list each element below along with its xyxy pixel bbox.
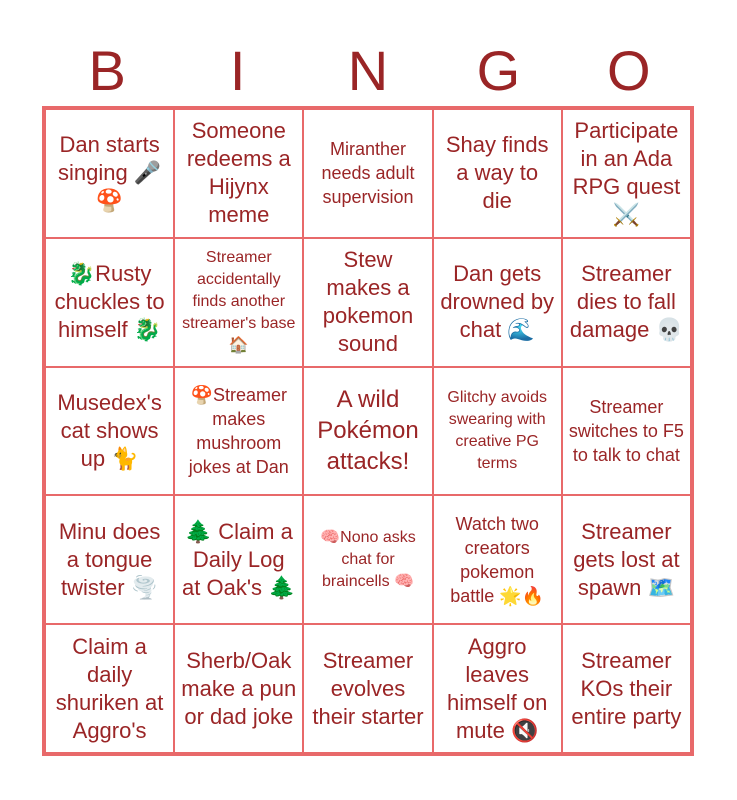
bingo-cell[interactable] bbox=[562, 238, 691, 367]
bingo-cell-text: Sherb/Oak make a pun or dad joke bbox=[181, 647, 297, 729]
bingo-cell-text: Streamer switches to F5 to talk to chat bbox=[568, 396, 684, 465]
bingo-cell[interactable] bbox=[433, 238, 562, 367]
bingo-cell[interactable] bbox=[433, 109, 562, 238]
bingo-cell[interactable] bbox=[562, 624, 691, 753]
bingo-cell-text: Minu does a tongue twister 🌪️ bbox=[58, 518, 161, 600]
bingo-cell[interactable] bbox=[45, 238, 174, 367]
bingo-cell-text: Streamer gets lost at spawn 🗺️ bbox=[573, 518, 680, 600]
bingo-cell[interactable] bbox=[433, 367, 562, 496]
header-letter-i: I bbox=[229, 39, 246, 102]
bingo-cell[interactable] bbox=[174, 624, 303, 753]
bingo-cell-text: Streamer dies to fall damage 💀 bbox=[569, 261, 683, 343]
bingo-board bbox=[42, 106, 694, 756]
bingo-cell[interactable] bbox=[45, 109, 174, 238]
bingo-cell-text: Claim a daily shuriken at Aggro's bbox=[55, 633, 164, 743]
header-letter-g: G bbox=[476, 39, 521, 102]
bingo-cell[interactable] bbox=[562, 109, 691, 238]
header-letter-o: O bbox=[607, 39, 651, 102]
bingo-cell[interactable] bbox=[174, 367, 303, 496]
bingo-cell-text: Dan gets drowned by chat 🌊 bbox=[440, 261, 555, 343]
bingo-cell-text: Aggro leaves himself on mute 🔇 bbox=[447, 633, 548, 743]
bingo-cell[interactable] bbox=[303, 367, 432, 496]
bingo-cell[interactable] bbox=[562, 367, 691, 496]
bingo-cell-text: Streamer accidentally finds another streamer's base 🏠 bbox=[182, 249, 296, 355]
bingo-cell-text: Streamer KOs their entire party bbox=[571, 647, 682, 729]
bingo-header bbox=[42, 40, 694, 102]
bingo-cell-text: Streamer evolves their starter bbox=[312, 647, 424, 729]
bingo-cell-text: Dan starts singing 🎤🍄 bbox=[57, 132, 162, 214]
bingo-cell-text: A wild Pokémon attacks! bbox=[317, 386, 419, 476]
bingo-cell[interactable] bbox=[174, 238, 303, 367]
bingo-cell[interactable] bbox=[303, 624, 432, 753]
bingo-cell[interactable] bbox=[303, 238, 432, 367]
bingo-cell[interactable] bbox=[45, 624, 174, 753]
bingo-cell-text: 🐉Rusty chuckles to himself 🐉 bbox=[54, 261, 165, 343]
bingo-cell-text: Glitchy avoids swearing with creative PG terms bbox=[447, 388, 547, 472]
bingo-cell[interactable] bbox=[433, 495, 562, 624]
bingo-cell[interactable] bbox=[303, 109, 432, 238]
bingo-cell-text: Shay finds a way to die bbox=[445, 132, 549, 214]
bingo-cell-text: 🧠Nono asks chat for braincells 🧠 bbox=[320, 528, 416, 590]
bingo-cell-text: Participate in an Ada RPG quest ⚔️ bbox=[572, 118, 681, 228]
bingo-cell[interactable] bbox=[303, 495, 432, 624]
bingo-cell-text: Watch two creators pokemon battle 🌟🔥 bbox=[450, 513, 545, 606]
bingo-cell-text: Musedex's cat shows up 🐈 bbox=[57, 389, 162, 471]
bingo-cell-text: 🍄Streamer makes mushroom jokes at Dan bbox=[188, 384, 289, 477]
bingo-cell[interactable] bbox=[174, 109, 303, 238]
bingo-cell[interactable] bbox=[174, 495, 303, 624]
bingo-cell-text: Someone redeems a Hijynx meme bbox=[186, 118, 291, 228]
bingo-cell[interactable] bbox=[433, 624, 562, 753]
header-letter-n: N bbox=[347, 39, 389, 102]
bingo-cell[interactable] bbox=[562, 495, 691, 624]
bingo-cell-text: Stew makes a pokemon sound bbox=[322, 247, 414, 357]
header-letter-b: B bbox=[88, 39, 126, 102]
bingo-cell[interactable] bbox=[45, 367, 174, 496]
bingo-cell-text: 🌲 Claim a Daily Log at Oak's 🌲 bbox=[182, 518, 296, 600]
bingo-cell[interactable] bbox=[45, 495, 174, 624]
bingo-cell-text: Miranther needs adult supervision bbox=[321, 139, 415, 208]
